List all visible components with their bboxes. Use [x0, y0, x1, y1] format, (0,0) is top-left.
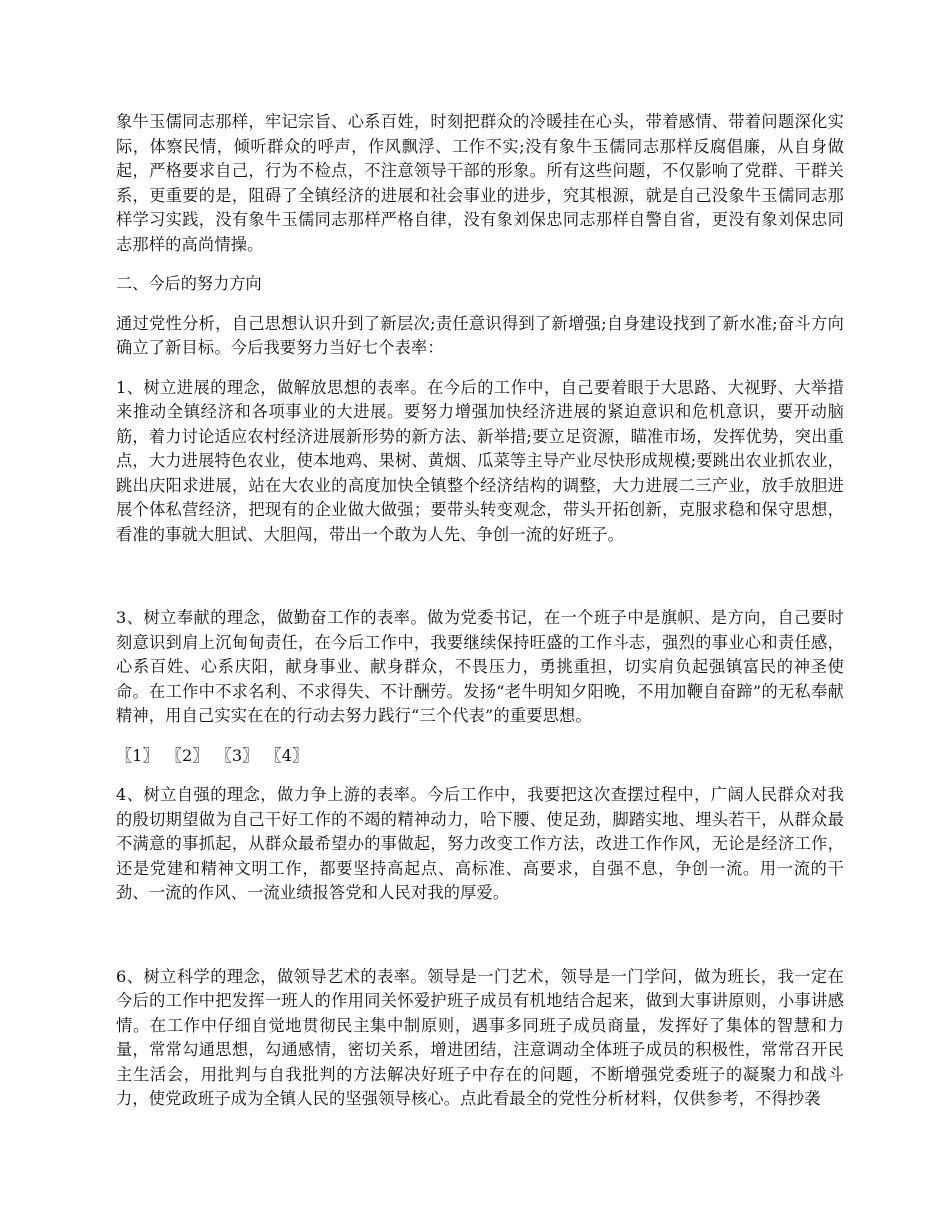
page-link-3[interactable]: 〖3〗 — [215, 745, 259, 765]
page-link-2[interactable]: 〖2〗 — [165, 745, 209, 765]
paragraph-item-1: 1、树立进展的理念，做解放思想的表率。在今后的工作中，自己要着眼于大思路、大视野、大举措来推动全镇经济和各项事业的大进展。要努力增强加快经济进展的紧迫意识和危机意识，要开动脑筋，着力讨论适应农村经济进展新形势的新方法、新举措;要立足资源，瞄准市场，发挥优势，突出重点，大力进展特色农业，使本地鸡、果树、黄烟、瓜菜等主导产业尽快形成规模;要跳出农业抓农业，跳出庆阳求进展，站在大农业的高度加快全镇整个经济结构的调整，大力进展二三产业，放手放胆进展个体私营经济，把现有的企业做大做强；要带头转变观念，带头开拓创新，克服求稳和保守思想，看准的事就大胆试、大胆闯，带出一个敢为人先、争创一流的好班子。 — [116, 377, 844, 544]
paragraph-summary: 通过党性分析，自己思想认识升到了新层次;责任意识得到了新增强;自身建设找到了新水准;奋斗方向确立了新目标。今后我要努力当好七个表率： — [116, 313, 844, 357]
paragraph-intro: 象牛玉儒同志那样，牢记宗旨、心系百姓，时刻把群众的冷暖挂在心头，带着感情、带着问题深化实际，体察民情，倾听群众的呼声，作风飘浮、工作不实;没有象牛玉儒同志那样反腐倡廉，从自身做起，严格要求自己，行为不检点，不注意领导干部的形象。所有这些问题，不仅影响了党群、干群关系，更重要的是，阻碍了全镇经济的进展和社会事业的进步，究其根源，就是自己没象牛玉儒同志那样学习实践，没有象牛玉儒同志那样严格自律，没有象刘保忠同志那样自警自省，更没有象刘保忠同志那样的高尚情操。 — [116, 112, 844, 254]
page-link-4[interactable]: 〖4〗 — [265, 745, 309, 765]
paragraph-item-4: 4、树立自强的理念，做力争上游的表率。今后工作中，我要把这次查摆过程中，广阔人民群众对我的殷切期望做为自己干好工作的不竭的精神动力，哈下腰、使足劲，脚踏实地、埋头若干，从群众最不满意的事抓起，从群众最希望办的事做起，努力改变工作方法，改进工作作风，无论是经济工作，还是党建和精神文明工作，都要坚持高起点、高标准、高要求，自强不息，争创一流。用一流的干劲、一流的作风、一流业绩报答党和人民对我的厚爱。 — [116, 785, 844, 902]
paragraph-item-6: 6、树立科学的理念，做领导艺术的表率。领导是一门艺术，领导是一门学问，做为班长，我一定在今后的工作中把发挥一班人的作用同关怀爱护班子成员有机地结合起来，做到大事讲原则，小事讲感情。在工作中仔细自觉地贯彻民主集中制原则，遇事多同班子成员商量，发挥好了集体的智慧和力量，常常勾通思想，勾通感情，密切关系，增进团结，注意调动全体班子成员的积极性，常常召开民主生活会，用批判与自我批判的方法解决好班子中存在的问题，不断增强党委班子的凝聚力和战斗力，使党政班子成为全镇人民的坚强领导核心。点此看最全的党性分析材料，仅供参考，不得抄袭 — [116, 966, 844, 1108]
document-page — [116, 110, 844, 1112]
paragraph-item-3: 3、树立奉献的理念，做勤奋工作的表率。做为党委书记，在一个班子中是旗帜、是方向，自己要时刻意识到肩上沉甸甸责任，在今后工作中，我要继续保持旺盛的工作斗志，强烈的事业心和责任感，心系百姓、心系庆阳，献身事业、献身群众，不畏压力，勇挑重担，切实肩负起强镇富民的神圣使命。在工作中不求名利、不求得失、不计酬劳。发扬“老牛明知夕阳晚，不用加鞭自奋蹄”的无私奉献精神，用自己实实在在的行动去努力践行“三个代表”的重要思想。 — [116, 608, 844, 725]
page-link-1[interactable]: 〖1〗 — [116, 745, 159, 765]
section-heading: 二、今后的努力方向 — [116, 274, 262, 293]
pagination — [116, 744, 844, 769]
